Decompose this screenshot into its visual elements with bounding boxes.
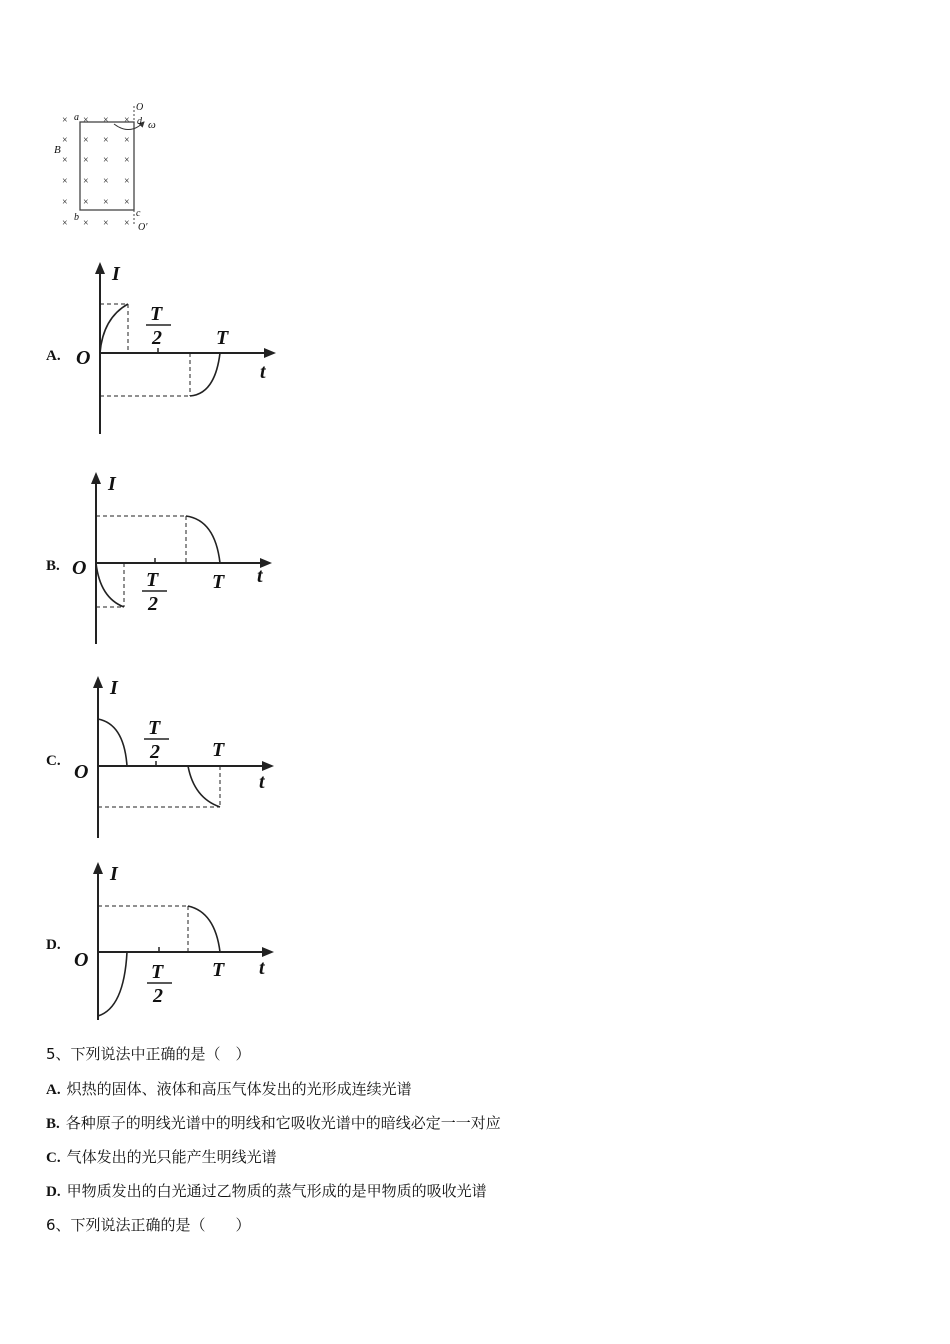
graph-b <box>70 468 290 648</box>
graph-c <box>70 672 290 842</box>
period-label: T <box>212 571 225 593</box>
half-period-denominator: 2 <box>152 327 162 349</box>
magnetic-field-crosses <box>62 115 130 229</box>
field-cross: × <box>62 218 68 229</box>
option-a-label: A. <box>46 348 61 364</box>
field-cross: × <box>83 155 89 166</box>
current-curve-positive <box>188 906 220 952</box>
option-text: 气体发出的光只能产生明线光谱 <box>66 1148 277 1166</box>
option-letter: B. <box>46 1116 60 1132</box>
label-O-prime: O′ <box>138 222 148 233</box>
current-curve-negative <box>96 563 124 607</box>
half-period-denominator: 2 <box>148 593 158 615</box>
field-cross: × <box>62 197 68 208</box>
origin-label: O <box>74 949 89 971</box>
current-curve-positive <box>98 719 127 766</box>
period-label: T <box>212 739 225 761</box>
field-cross: × <box>124 176 130 187</box>
x-axis-label: t <box>260 361 266 383</box>
question-6-stem: 6、下列说法正确的是（ ） <box>46 1216 251 1234</box>
field-cross: × <box>62 135 68 146</box>
field-cross: × <box>103 115 109 126</box>
current-curve-positive <box>100 304 128 353</box>
question-5-stem: 5、下列说法中正确的是（ ） <box>46 1045 251 1063</box>
option-c-label: C. <box>46 753 61 769</box>
x-axis-label: t <box>259 771 265 793</box>
field-cross: × <box>124 197 130 208</box>
option-letter: D. <box>46 1184 61 1200</box>
field-cross: × <box>83 218 89 229</box>
graph-a <box>70 258 290 438</box>
label-d: d <box>137 116 142 127</box>
y-axis-label: I <box>110 677 118 699</box>
field-cross: × <box>103 155 109 166</box>
field-cross: × <box>124 218 130 229</box>
period-label: T <box>216 327 229 349</box>
y-axis-label: I <box>108 473 116 495</box>
y-axis-label: I <box>110 863 118 885</box>
field-cross: × <box>83 135 89 146</box>
half-period-numerator: T <box>150 303 163 325</box>
field-cross: × <box>62 155 68 166</box>
half-period-numerator: T <box>146 569 159 591</box>
question-5-option-a <box>46 1079 412 1100</box>
option-text: 甲物质发出的白光通过乙物质的蒸气形成的是甲物质的吸收光谱 <box>66 1182 487 1200</box>
field-cross: × <box>124 135 130 146</box>
label-a: a <box>74 112 79 123</box>
field-cross: × <box>83 197 89 208</box>
origin-label: O <box>72 557 87 579</box>
origin-label: O <box>76 347 91 369</box>
loop-figure <box>50 100 170 233</box>
option-b-label: B. <box>46 558 60 574</box>
field-cross: × <box>62 176 68 187</box>
period-label: T <box>212 959 225 981</box>
y-axis-label: I <box>112 263 120 285</box>
label-b: b <box>74 212 79 223</box>
option-text: 炽热的固体、液体和高压气体发出的光形成连续光谱 <box>66 1080 412 1098</box>
label-omega: ω <box>148 119 156 131</box>
field-cross: × <box>103 218 109 229</box>
half-period-numerator: T <box>148 717 161 739</box>
label-O: O <box>136 102 144 113</box>
field-cross: × <box>62 115 68 126</box>
field-cross: × <box>103 197 109 208</box>
graph-d <box>70 858 290 1028</box>
current-curve-positive <box>186 516 220 563</box>
label-c: c <box>136 208 141 219</box>
origin-label: O <box>74 761 89 783</box>
field-cross: × <box>124 155 130 166</box>
option-text: 各种原子的明线光谱中的明线和它吸收光谱中的暗线必定一一对应 <box>65 1114 501 1132</box>
option-letter: A. <box>46 1082 61 1098</box>
option-letter: C. <box>46 1150 61 1166</box>
x-axis-label: t <box>259 957 265 979</box>
question-5-option-c <box>46 1147 277 1168</box>
question-5-option-d <box>46 1181 487 1202</box>
label-field-B: B <box>54 144 61 156</box>
current-curve-negative <box>188 766 220 807</box>
half-period-numerator: T <box>151 961 164 983</box>
half-period-denominator: 2 <box>150 741 160 763</box>
x-axis-label: t <box>257 565 263 587</box>
field-cross: × <box>83 176 89 187</box>
half-period-denominator: 2 <box>153 985 163 1007</box>
field-cross: × <box>103 176 109 187</box>
current-curve-negative <box>98 952 127 1016</box>
field-cross: × <box>103 135 109 146</box>
field-cross: × <box>83 115 89 126</box>
field-cross: × <box>124 115 130 126</box>
question-5-option-b <box>46 1113 501 1134</box>
current-curve-negative <box>190 353 220 396</box>
option-d-label: D. <box>46 937 61 953</box>
